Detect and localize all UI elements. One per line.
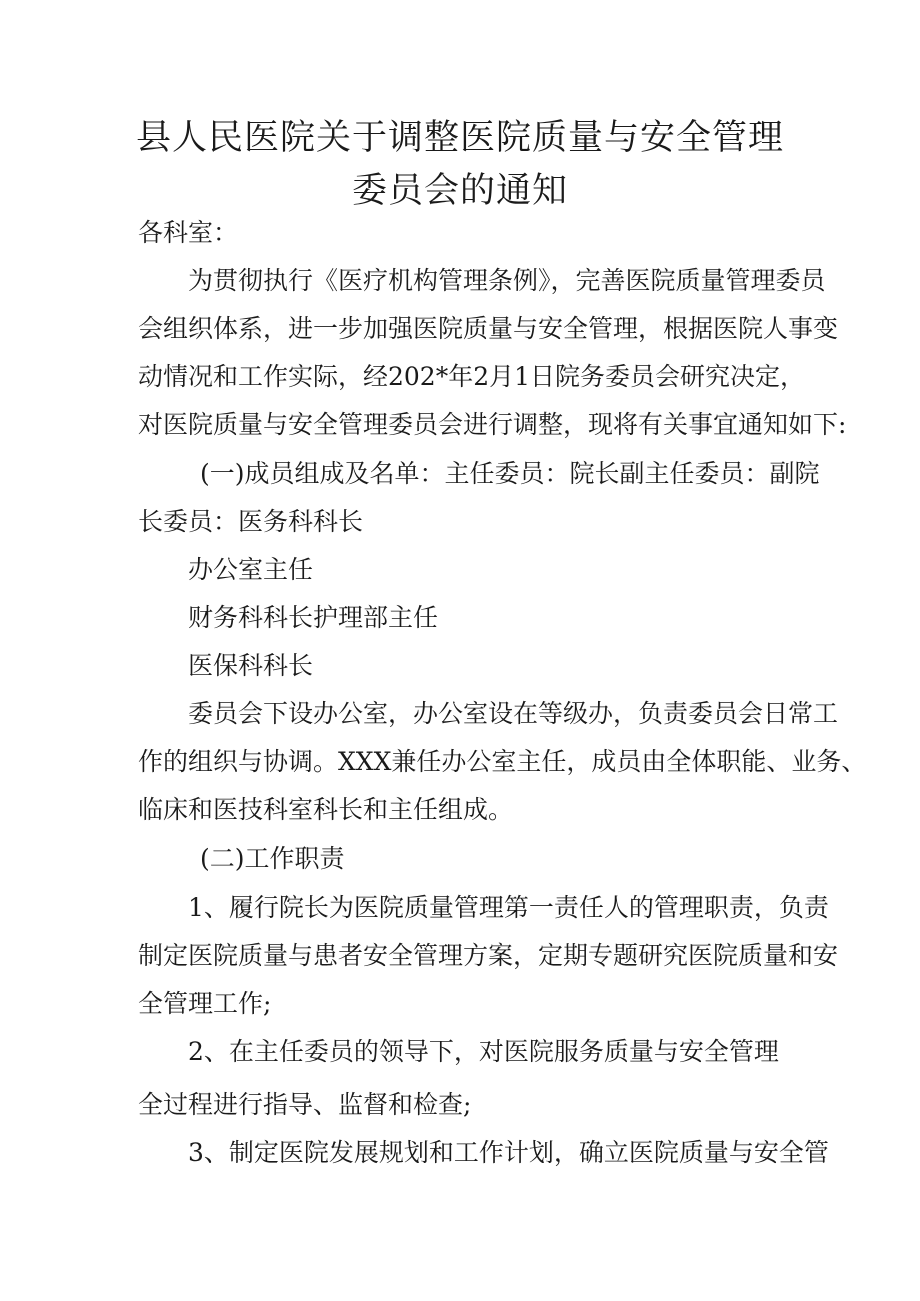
list-item: 2、在主任委员的领导下，对医院服务质量与安全管理 [188,1037,779,1066]
salutation: 各科室： [138,218,239,247]
list-item: 3、制定医院发展规划和工作计划，确立医院质量与安全管 [188,1138,829,1167]
paragraph-line: 全过程进行指导、监督和检查; [138,1090,472,1119]
document-title-line-2: 委员会的通知 [351,171,568,211]
paragraph-line: 全管理工作; [138,989,272,1018]
document-title-line-1: 县人民医院关于调整医院质量与安全管理 [135,118,784,158]
paragraph-line: 为贯彻执行《医疗机构管理条例》，完善医院质量管理委员 [188,266,826,295]
paragraph-line: 动情况和工作实际，经202*年2月1日院务委员会研究决定， [138,362,806,391]
paragraph-line: 对医院质量与安全管理委员会进行调整，现将有关事宜通知如下: [138,410,847,439]
section-heading-members: (一)成员组成及名单：主任委员：院长副主任委员：副院 [200,459,820,488]
member-line: 财务科科长护理部主任 [188,603,439,632]
paragraph-line: 制定医院质量与患者安全管理方案，定期专题研究医院质量和安 [138,941,839,970]
paragraph-line: 临床和医技科室科长和主任组成。 [138,795,514,824]
list-item: 1、履行院长为医院质量管理第一责任人的管理职责，负责 [188,893,829,922]
paragraph-line: 委员会下设办公室，办公室设在等级办，负责委员会日常工 [188,699,839,728]
member-line: 办公室主任 [188,555,314,584]
paragraph-line: 长委员：医务科科长 [138,507,364,536]
paragraph-line: 作的组织与协调。XXX兼任办公室主任，成员由全体职能、业务、 [138,747,867,776]
paragraph-line: 会组织体系，进一步加强医院质量与安全管理，根据医院人事变 [138,314,839,343]
member-line: 医保科科长 [188,651,314,680]
section-heading-duties: (二)工作职责 [200,844,345,873]
